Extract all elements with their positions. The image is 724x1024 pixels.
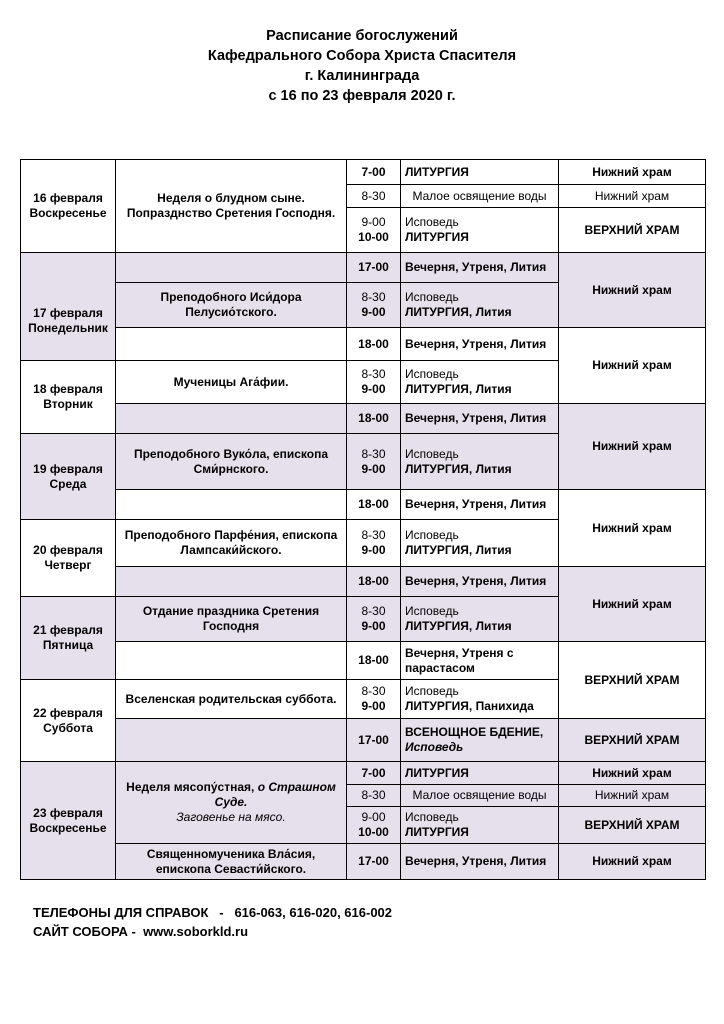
title-line-3: г. Калининграда xyxy=(304,68,420,84)
feast-cell-empty xyxy=(116,328,347,361)
feast-cell: Преподобного Парфе́ния, епископа Лампсаки́йского. xyxy=(116,520,347,567)
service-cell: Вечерня, Утреня, Лития xyxy=(401,404,559,434)
place-cell: Нижний храм xyxy=(559,185,706,208)
time-cell: 8-30 9-00 xyxy=(347,597,401,642)
time-cell: 7-00 xyxy=(347,762,401,785)
time-cell: 18-00 xyxy=(347,490,401,520)
page-title xyxy=(0,26,724,106)
place-cell: ВЕРХНИЙ ХРАМ xyxy=(559,208,706,253)
time-cell: 18-00 xyxy=(347,404,401,434)
feast-cell: Преподобного Иси́дора Пелусио́тского. xyxy=(116,283,347,328)
title-line-4: с 16 по 23 февраля 2020 г. xyxy=(268,88,456,104)
feast-cell-empty xyxy=(116,404,347,434)
service-cell: Исповедь ЛИТУРГИЯ, Панихида xyxy=(401,680,559,719)
place-cell: ВЕРХНИЙ ХРАМ xyxy=(559,807,706,844)
time-cell: 8-30 9-00 xyxy=(347,520,401,567)
time-cell: 9-00 10-00 xyxy=(347,208,401,253)
site-label: САЙТ СОБОРА - xyxy=(33,924,144,939)
feast-cell-empty xyxy=(116,719,347,762)
feast-cell: Неделя мясопу́стная, о Страшном Суде. Заговенье на мясо. xyxy=(116,762,347,844)
place-cell: Нижний храм xyxy=(559,490,706,567)
date-cell: 16 февраля Воскресенье xyxy=(21,160,116,253)
table-row xyxy=(21,490,706,520)
time-cell: 18-00 xyxy=(347,567,401,597)
service-cell: Вечерня, Утреня, Лития xyxy=(401,490,559,520)
feast-cell: Преподобного Вуко́ла, епископа Сми́рнского. xyxy=(116,434,347,490)
service-cell: Вечерня, Утреня, Лития xyxy=(401,253,559,283)
phones-value: 616-063, 616-020, 616-002 xyxy=(234,905,393,920)
feast-cell: Священномученика Вла́сия, епископа Севасти́йского. xyxy=(116,844,347,880)
service-cell: Вечерня, Утреня, Лития xyxy=(401,328,559,361)
time-cell: 18-00 xyxy=(347,642,401,680)
title-line-2: Кафедрального Собора Христа Спасителя xyxy=(207,48,517,64)
time-cell: 17-00 xyxy=(347,253,401,283)
feast-cell-empty xyxy=(116,642,347,680)
table-row xyxy=(21,567,706,597)
place-cell: Нижний храм xyxy=(559,328,706,404)
time-cell: 8-30 9-00 xyxy=(347,361,401,404)
table-row xyxy=(21,642,706,680)
service-cell: Исповедь ЛИТУРГИЯ xyxy=(401,807,559,844)
table-row xyxy=(21,253,706,283)
place-cell: Нижний храм xyxy=(559,160,706,185)
place-cell: ВЕРХНИЙ ХРАМ xyxy=(559,642,706,719)
time-cell: 8-30 xyxy=(347,185,401,208)
service-cell: Вечерня, Утреня, Лития xyxy=(401,844,559,880)
date-cell: 21 февраля Пятница xyxy=(21,597,116,680)
date-cell: 19 февраля Среда xyxy=(21,434,116,520)
feast-cell-empty xyxy=(116,253,347,283)
feast-cell: Отдание праздника Сретения Господня xyxy=(116,597,347,642)
feast-cell: Мученицы Ага́фии. xyxy=(116,361,347,404)
feast-cell-empty xyxy=(116,567,347,597)
phones-line xyxy=(33,903,392,922)
site-link[interactable]: www.soborkld.ru xyxy=(143,924,249,939)
service-cell: Исповедь ЛИТУРГИЯ, Лития xyxy=(401,283,559,328)
table-row xyxy=(21,844,706,880)
place-cell: Нижний храм xyxy=(559,762,706,785)
time-cell: 8-30 9-00 xyxy=(347,680,401,719)
table-row xyxy=(21,762,706,785)
time-cell: 8-30 9-00 xyxy=(347,434,401,490)
footer xyxy=(33,903,392,941)
time-cell: 8-30 9-00 xyxy=(347,283,401,328)
service-cell: Вечерня, Утреня, Лития xyxy=(401,567,559,597)
phones-label: ТЕЛЕФОНЫ ДЛЯ СПРАВОК - xyxy=(33,905,235,920)
date-cell: 17 февраля Понедельник xyxy=(21,283,116,361)
time-cell: 7-00 xyxy=(347,160,401,185)
service-cell: ВСЕНОЩНОЕ БДЕНИЕ, Исповедь xyxy=(401,719,559,762)
time-cell: 18-00 xyxy=(347,328,401,361)
date-cell: 23 февраля Воскресенье xyxy=(21,762,116,880)
time-cell: 17-00 xyxy=(347,844,401,880)
service-cell: ЛИТУРГИЯ xyxy=(401,160,559,185)
service-cell: Исповедь ЛИТУРГИЯ xyxy=(401,208,559,253)
table-row xyxy=(21,160,706,185)
service-cell: Малое освящение воды xyxy=(401,785,559,807)
place-cell: Нижний храм xyxy=(559,253,706,328)
service-cell: Малое освящение воды xyxy=(401,185,559,208)
date-cell-empty xyxy=(21,253,116,283)
service-cell: Исповедь ЛИТУРГИЯ, Лития xyxy=(401,520,559,567)
time-cell: 9-00 10-00 xyxy=(347,807,401,844)
time-cell: 17-00 xyxy=(347,719,401,762)
table-row xyxy=(21,719,706,762)
date-cell: 18 февраля Вторник xyxy=(21,361,116,434)
service-cell: ЛИТУРГИЯ xyxy=(401,762,559,785)
feast-cell: Вселенская родительская суббота. xyxy=(116,680,347,719)
table-row xyxy=(21,404,706,434)
service-cell: Вечерня, Утреня с парастасом xyxy=(401,642,559,680)
time-cell: 8-30 xyxy=(347,785,401,807)
title-line-1: Расписание богослужений xyxy=(266,28,458,44)
feast-cell: Неделя о блудном сыне. Попразднство Сретения Господня. xyxy=(116,160,347,253)
date-cell: 20 февраля Четверг xyxy=(21,520,116,597)
feast-cell-empty xyxy=(116,490,347,520)
table-row xyxy=(21,328,706,361)
service-cell: Исповедь ЛИТУРГИЯ, Лития xyxy=(401,361,559,404)
place-cell: ВЕРХНИЙ ХРАМ xyxy=(559,719,706,762)
place-cell: Нижний храм xyxy=(559,785,706,807)
place-cell: Нижний храм xyxy=(559,404,706,490)
service-cell: Исповедь ЛИТУРГИЯ, Лития xyxy=(401,434,559,490)
date-cell: 22 февраля Суббота xyxy=(21,680,116,762)
site-line xyxy=(33,922,392,941)
place-cell: Нижний храм xyxy=(559,844,706,880)
service-cell: Исповедь ЛИТУРГИЯ, Лития xyxy=(401,597,559,642)
schedule-table xyxy=(20,159,706,880)
place-cell: Нижний храм xyxy=(559,567,706,642)
